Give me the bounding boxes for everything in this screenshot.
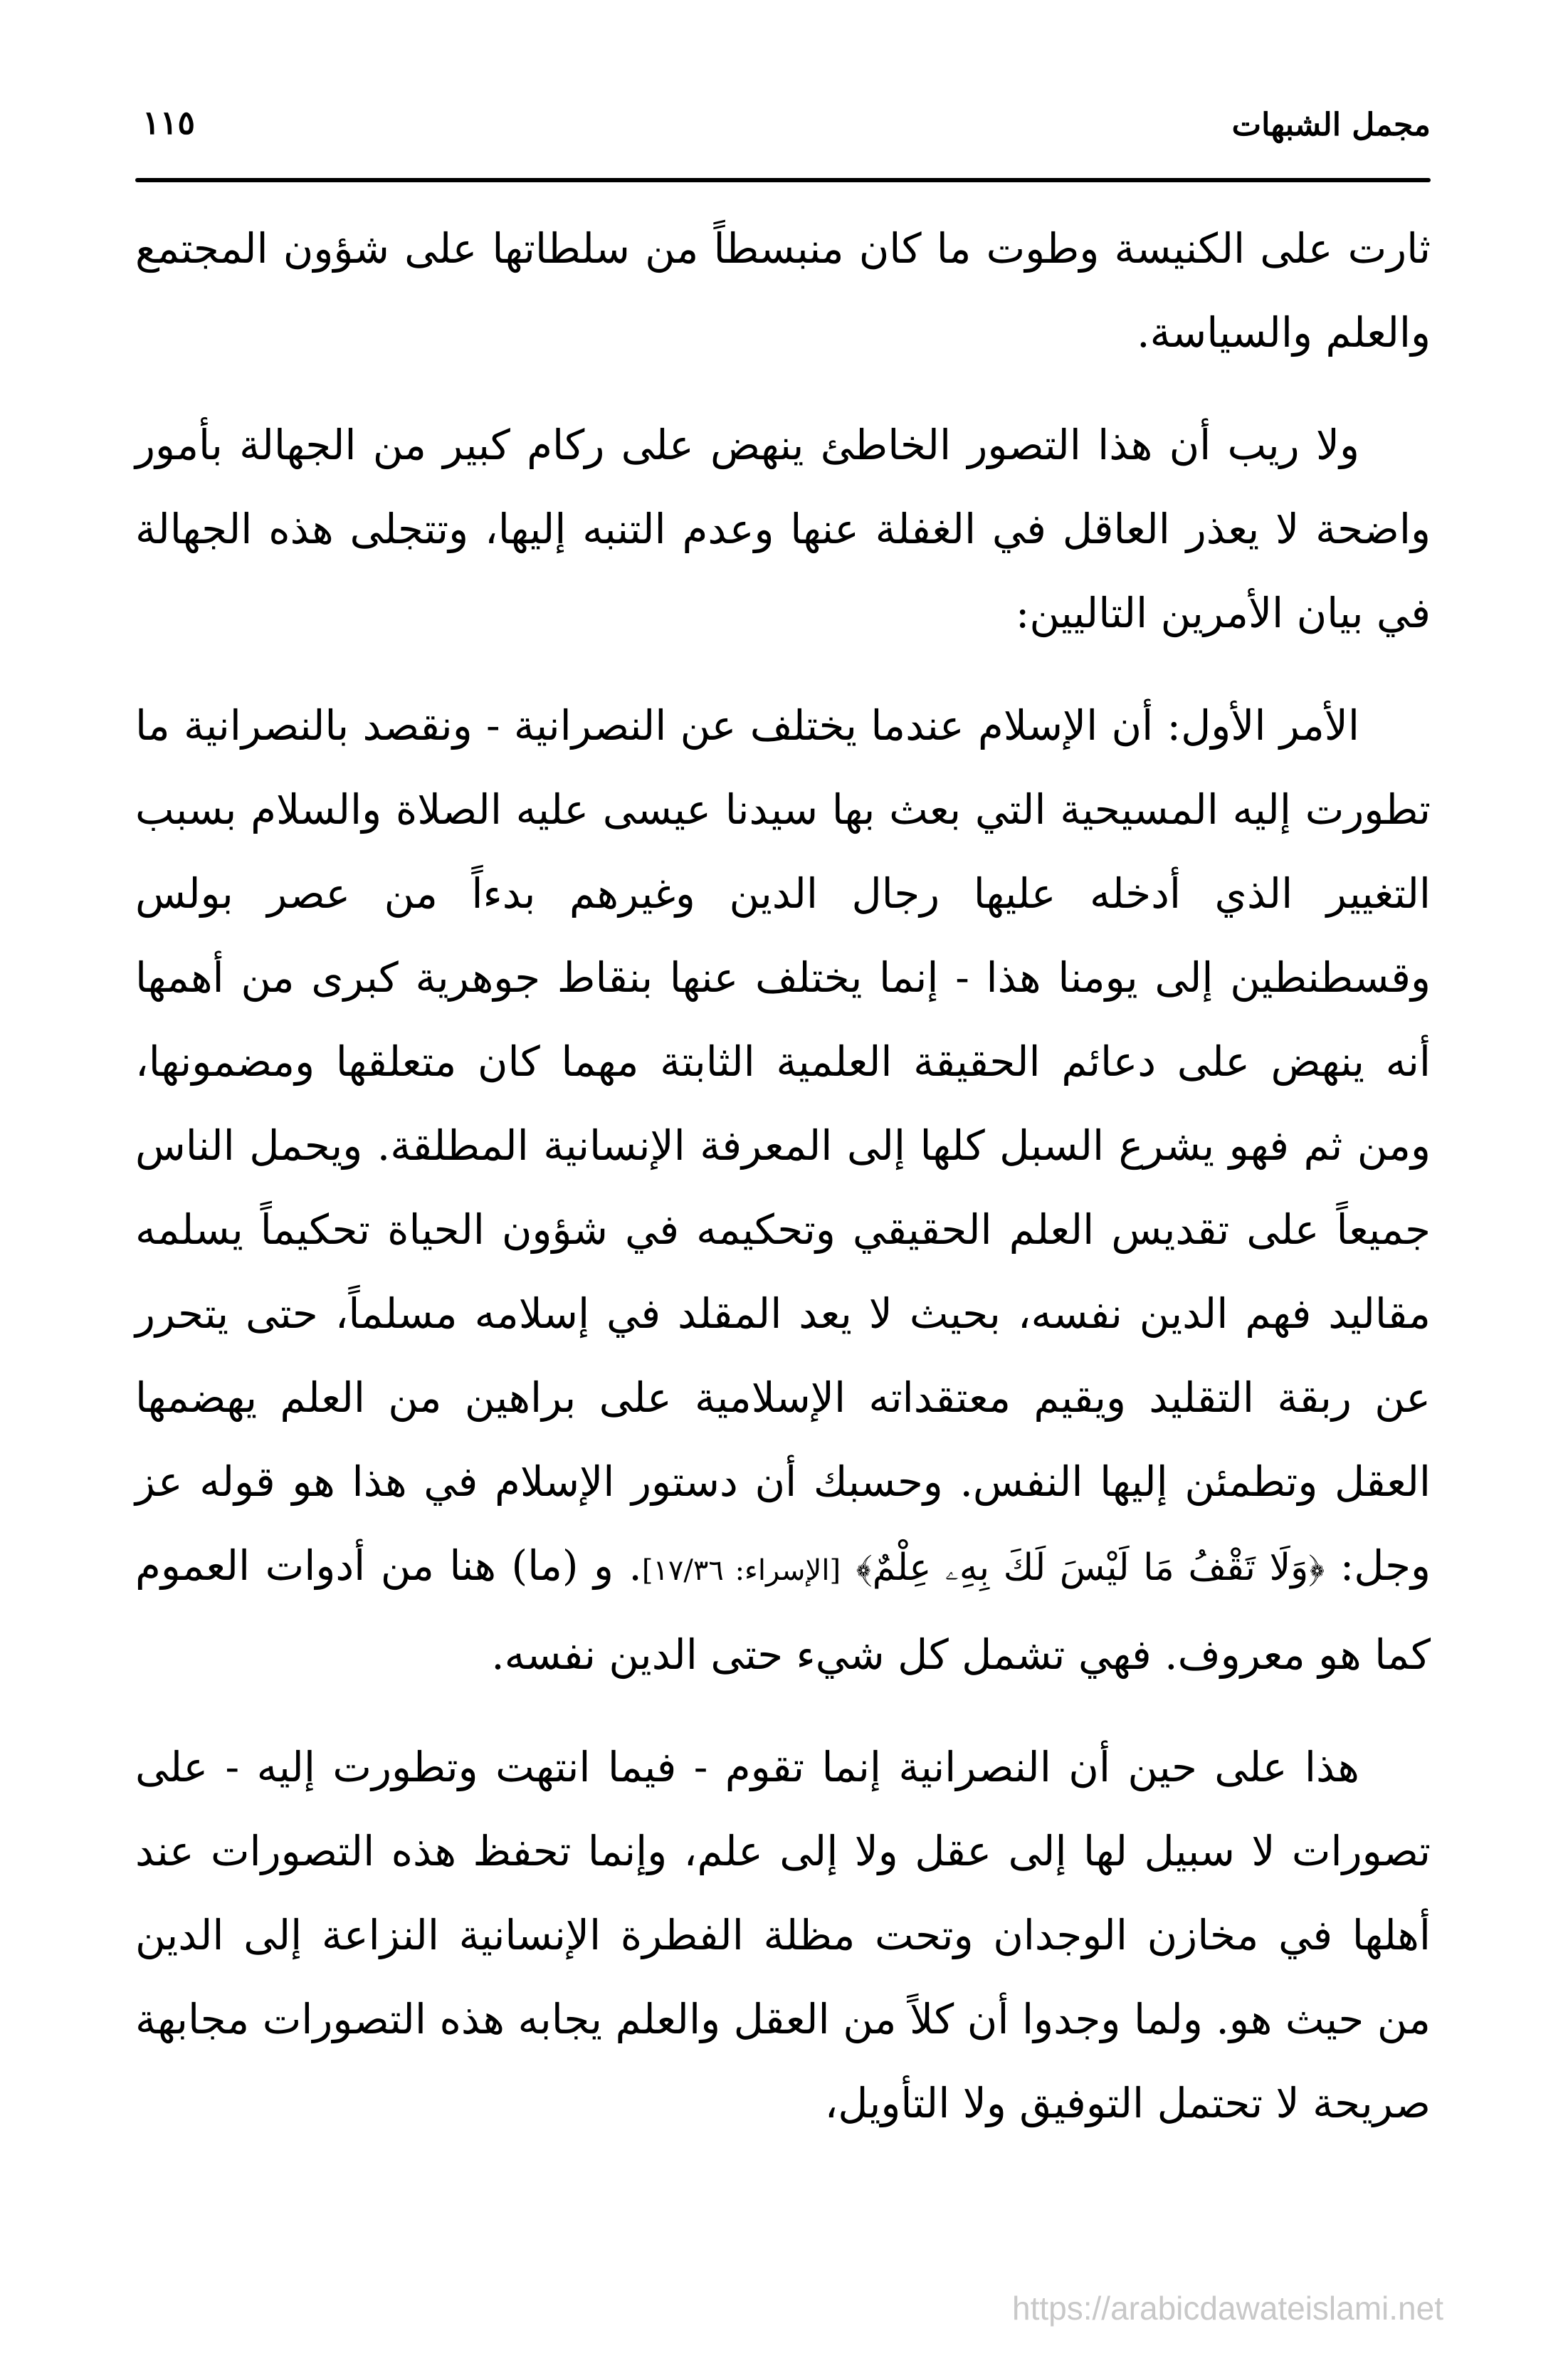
quran-verse: ﴿وَلَا تَقْفُ مَا لَيْسَ لَكَ بِهِۦ عِلْمٌ﴾ <box>856 1546 1325 1589</box>
paragraph-3-tail: . و (ما) هنا من أدوات العموم كما هو معروف. فهي تشمل كل شيء حتى الدين نفسه. <box>135 1541 1431 1679</box>
paragraph-3 <box>135 683 1431 1697</box>
body-text <box>135 206 1431 2145</box>
page-header <box>135 93 1431 178</box>
verse-reference: [الإسراء: ١٧/٣٦] <box>641 1554 841 1587</box>
header-rule <box>135 178 1431 182</box>
running-title: مجمل الشبهات <box>1231 107 1431 143</box>
paragraph-1: ثارت على الكنيسة وطوت ما كان منبسطاً من سلطاتها على شؤون المجتمع والعلم والسياسة. <box>135 224 1431 357</box>
paragraph-2: ولا ريب أن هذا التصور الخاطئ ينهض على ركام كبير من الجهالة بأمور واضحة لا يعذر العاقل في الغفلة عنها وعدم التنبه إليها، وتتجلى هذه الجهالة في بيان الأمرين التاليين: <box>135 421 1431 637</box>
watermark-url: https://arabicdawateislami.net <box>1012 2290 1443 2327</box>
paragraph-3-text: الأمر الأول: أن الإسلام عندما يختلف عن النصرانية - ونقصد بالنصرانية ما تطورت إليه المسيحية التي بعث بها سيدنا عيسى عليه الصلاة والسلام بسبب التغيير الذي أدخله عليها رجال الدين وغيرهم بدءاً من عصر بولس وقسطنطين إلى يومنا هذا - إنما يختلف عنها بنقاط جوهرية كبرى من أهمها أنه ينهض على دعائم الحقيقة العلمية الثابتة مهما كان متعلقها ومضمونها، ومن ثم فهو يشرع السبل كلها إلى المعرفة الإنسانية المطلقة. ويحمل الناس جميعاً على تقديس العلم الحقيقي وتحكيمه في شؤون الحياة تحكيماً يسلمه مقاليد فهم الدين نفسه، بحيث لا يعد المقلد في إسلامه مسلماً، حتى يتحرر عن ربقة التقليد ويقيم معتقداته الإسلامية على براهين من العلم يهضمها العقل وتطمئن إليها النفس. وحسبك أن دستور الإسلام في هذا هو قوله عز وجل: <box>135 701 1431 1590</box>
paragraph-4: هذا على حين أن النصرانية إنما تقوم - فيما انتهت وتطورت إليه - على تصورات لا سبيل لها إلى عقل ولا إلى علم، وإنما تحفظ هذه التصورات عند أهلها في مخازن الوجدان وتحت مظلة الفطرة الإنسانية النزاعة إلى الدين من حيث هو. ولما وجدوا أن كلاً من العقل والعلم يجابه هذه التصورات مجابهة صريحة لا تحتمل التوفيق ولا التأويل، <box>135 1743 1431 2127</box>
page-number: ١١٥ <box>142 103 196 142</box>
